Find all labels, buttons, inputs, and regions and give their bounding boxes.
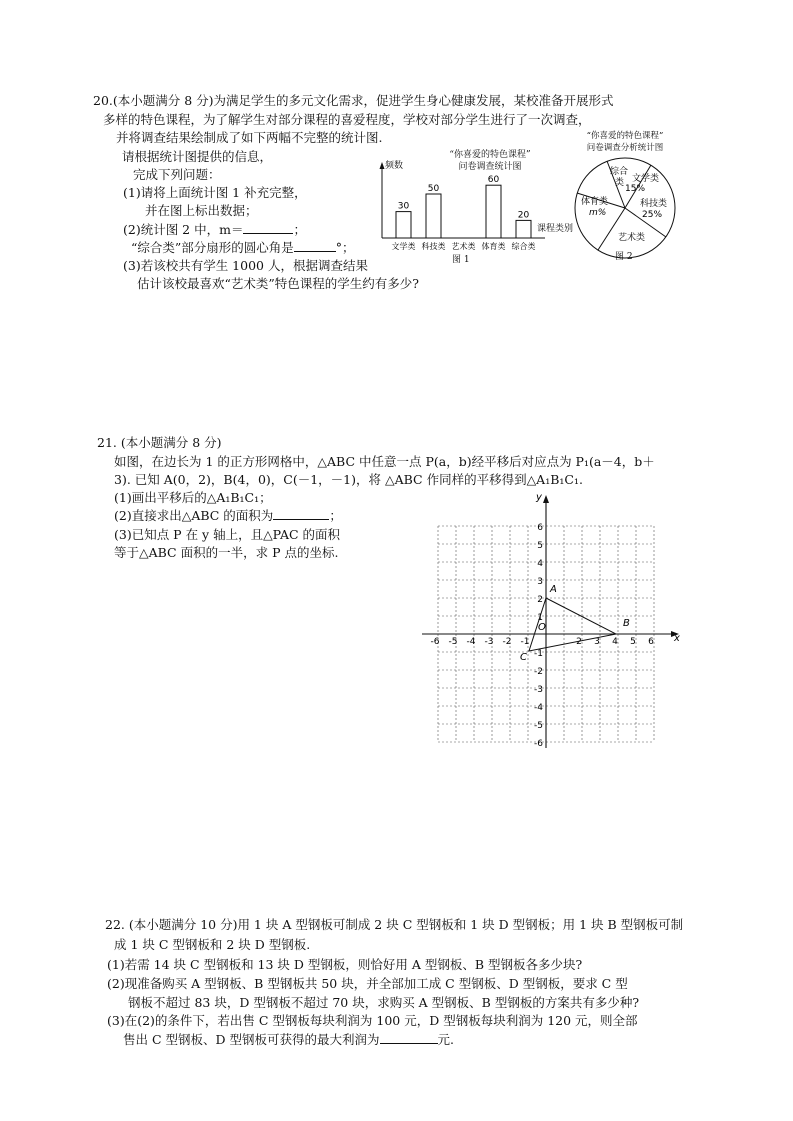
q21-part2-end: ； — [329, 508, 342, 523]
q22-line-1: 22. (本小题满分 10 分)用 1 块 A 型钢板可制成 2 块 C 型钢板和 1 块 D 型钢板；用 1 块 B 型钢板可制 — [105, 917, 684, 932]
fig1-bar — [486, 185, 501, 238]
q21-line-3: 3). 已知 A(0，2)，B(4，0)，C(－1，－1)，将 △ABC 作同样的平移得到△A₁B₁C₁. — [114, 472, 583, 487]
pie-label-zonghe-1: 综合 — [610, 167, 629, 177]
q21-part1: (1)画出平移后的△A₁B₁C₁； — [114, 490, 272, 505]
q20-part2-b — [131, 239, 355, 257]
fig1-bar-value-label: 20 — [517, 210, 530, 221]
x-tick-label: -6 — [430, 637, 440, 647]
q22-part2-a: (2)现准备购买 A 型钢板、B 型钢板共 50 块，并全部加工成 C 型钢板、D 型钢板，要求 C 型 — [107, 976, 628, 991]
q20-line-5: 完成下列问题： — [133, 167, 221, 182]
fig1-category-label: 科技类 — [421, 242, 446, 251]
y-tick-label: 2 — [537, 595, 543, 605]
y-tick-label: -6 — [534, 739, 543, 749]
fig1-category-label: 文学类 — [391, 242, 416, 251]
q20-part2-b-text: “综合类”部分扇形的圆心角是 — [131, 240, 294, 255]
x-tick-label: 5 — [630, 637, 636, 647]
y-axis-label: y — [536, 492, 542, 503]
q22-part1: (1)若需 14 块 C 型钢板和 13 块 D 型钢板，则恰好用 A 型钢板、B 型钢板各多少块? — [107, 957, 583, 972]
pie-label-wenxue: 文学类 — [632, 174, 660, 184]
pie-label-keji: 科技类 — [640, 199, 668, 209]
q20-line-2: 多样的特色课程，为了解学生对部分课程的喜爱程度，学校对部分学生进行了一次调查， — [103, 112, 591, 127]
y-tick-label: -3 — [534, 685, 543, 695]
q20-line-4: 请根据统计图提供的信息， — [122, 149, 273, 164]
x-tick-label: 6 — [648, 637, 654, 647]
pie-label-tiyu: 体育类 — [581, 197, 609, 207]
fig1-bar — [426, 194, 441, 238]
y-tick-label: 5 — [537, 541, 543, 551]
answer-blank-area[interactable] — [273, 507, 329, 520]
fig2-title-line-1: “你喜爱的特色课程” — [586, 131, 664, 141]
q22-line-2: 成 1 块 C 型钢板和 2 块 D 型钢板. — [114, 937, 311, 952]
pie-label-yishu: 艺术类 — [618, 233, 646, 243]
coordinate-grid-figure — [420, 490, 685, 752]
answer-blank-profit[interactable] — [380, 1031, 438, 1044]
fig1-title-line-2: 问卷调查统计图 — [458, 162, 522, 172]
origin-label: O — [538, 622, 546, 633]
x-tick-label: -3 — [484, 637, 494, 647]
q20-part1-b: 并在图上标出数据； — [145, 203, 258, 218]
x-tick-label: -1 — [520, 637, 530, 647]
fig1-xlabel: 课程类别 — [537, 224, 574, 234]
fig1-title-line-1: “你喜爱的特色课程” — [449, 150, 531, 160]
y-tick-label: 1 — [537, 613, 543, 623]
q20-part2-a-text: (2)统计图 2 中，m＝ — [123, 222, 244, 237]
fig2-title-line-2: 问卷调查分析统计图 — [586, 143, 664, 153]
fig1-ylabel: 频数 — [385, 161, 404, 171]
answer-blank-angle[interactable] — [294, 239, 336, 252]
x-tick-label: 2 — [576, 637, 582, 647]
pie-chart-figure-2 — [570, 155, 680, 265]
y-tick-label: -1 — [534, 649, 543, 659]
bar-chart-figure-1 — [370, 160, 585, 272]
fig1-category-label: 艺术类 — [451, 242, 476, 251]
q21-line-2: 如图，在边长为 1 的正方形网格中，△ABC 中任意一点 P(a，b)经平移后对应点为 P₁(a－4，b＋ — [114, 454, 655, 469]
q20-part3-a: (3)若该校共有学生 1000 人，根据调查结果 — [123, 258, 368, 273]
q20-part2-a-end: ； — [293, 222, 306, 237]
q20-line-1: 20.(本小题满分 8 分)为满足学生的多元文化需求，促进学生身心健康发展，某校准备开展形式 — [93, 93, 614, 108]
fig1-caption: 图 1 — [452, 255, 470, 265]
point-b-label: B — [623, 618, 630, 629]
q22-part3-b — [123, 1031, 454, 1049]
q20-part2-b-end: °； — [335, 240, 355, 255]
q21-part2-text: (2)直接求出△ABC 的面积为 — [114, 508, 274, 523]
answer-blank-m[interactable] — [243, 221, 293, 234]
y-tick-label: -5 — [534, 721, 543, 731]
q20-line-3: 并将调查结果绘制成了如下两幅不完整的统计图. — [116, 130, 383, 145]
q20-part2-a — [123, 221, 306, 239]
q22-part3-b-end: 元. — [437, 1032, 454, 1047]
fig1-y-axis-arrow — [380, 162, 385, 169]
q22-part3-b-text: 售出 C 型钢板、D 型钢板可获得的最大利润为 — [123, 1032, 380, 1047]
fig1-bar-value-label: 50 — [427, 184, 440, 194]
fig1-bar-value-label: 60 — [487, 175, 500, 186]
y-tick-label: 6 — [537, 523, 543, 533]
fig1-category-label: 综合类 — [511, 242, 536, 251]
q21-part3-b: 等于△ABC 面积的一半，求 P 点的坐标. — [114, 545, 339, 560]
pie-label-tiyu-pct: m% — [589, 208, 607, 218]
x-axis-label: x — [674, 633, 680, 644]
fig2-caption: 图 2 — [615, 252, 633, 262]
q21-part2 — [114, 507, 342, 525]
pie-label-keji-pct: 25% — [642, 210, 663, 220]
q20-part3-b: 估计该校最喜欢“艺术类”特色课程的学生约有多少? — [137, 276, 419, 291]
x-tick-label: 4 — [612, 637, 618, 647]
fig1-category-label: 体育类 — [481, 242, 506, 251]
fig1-bar — [396, 212, 411, 238]
y-tick-label: 4 — [537, 559, 543, 569]
y-tick-label: -2 — [534, 667, 543, 677]
x-tick-label: 3 — [594, 637, 600, 647]
y-tick-label: 3 — [537, 577, 543, 587]
x-tick-label: -4 — [466, 637, 476, 647]
fig1-bar-value-label: 30 — [397, 201, 410, 212]
x-tick-label: -5 — [448, 637, 458, 647]
fig1-bar — [516, 220, 531, 238]
q22-part2-b: 钢板不超过 83 块，D 型钢板不超过 70 块，求购买 A 型钢板、B 型钢板的方案共有多少种? — [128, 995, 640, 1010]
pie-label-wenxue-pct: 15% — [625, 184, 646, 194]
y-axis-arrow — [543, 495, 549, 503]
q20-part1-a: (1)请将上面统计图 1 补充完整， — [123, 185, 307, 200]
pie-label-zonghe-2: 类 — [615, 178, 625, 188]
q21-line-1: 21. (本小题满分 8 分) — [97, 435, 222, 450]
x-tick-label: -2 — [502, 637, 512, 647]
point-a-label: A — [550, 584, 557, 595]
point-c-label: C — [520, 652, 527, 663]
q22-part3-a: (3)在(2)的条件下，若出售 C 型钢板每块利润为 100 元，D 型钢板每块利润为 120 元，则全部 — [107, 1013, 638, 1028]
y-tick-label: -4 — [534, 703, 543, 713]
q21-part3-a: (3)已知点 P 在 y 轴上，且△PAC 的面积 — [114, 527, 341, 542]
